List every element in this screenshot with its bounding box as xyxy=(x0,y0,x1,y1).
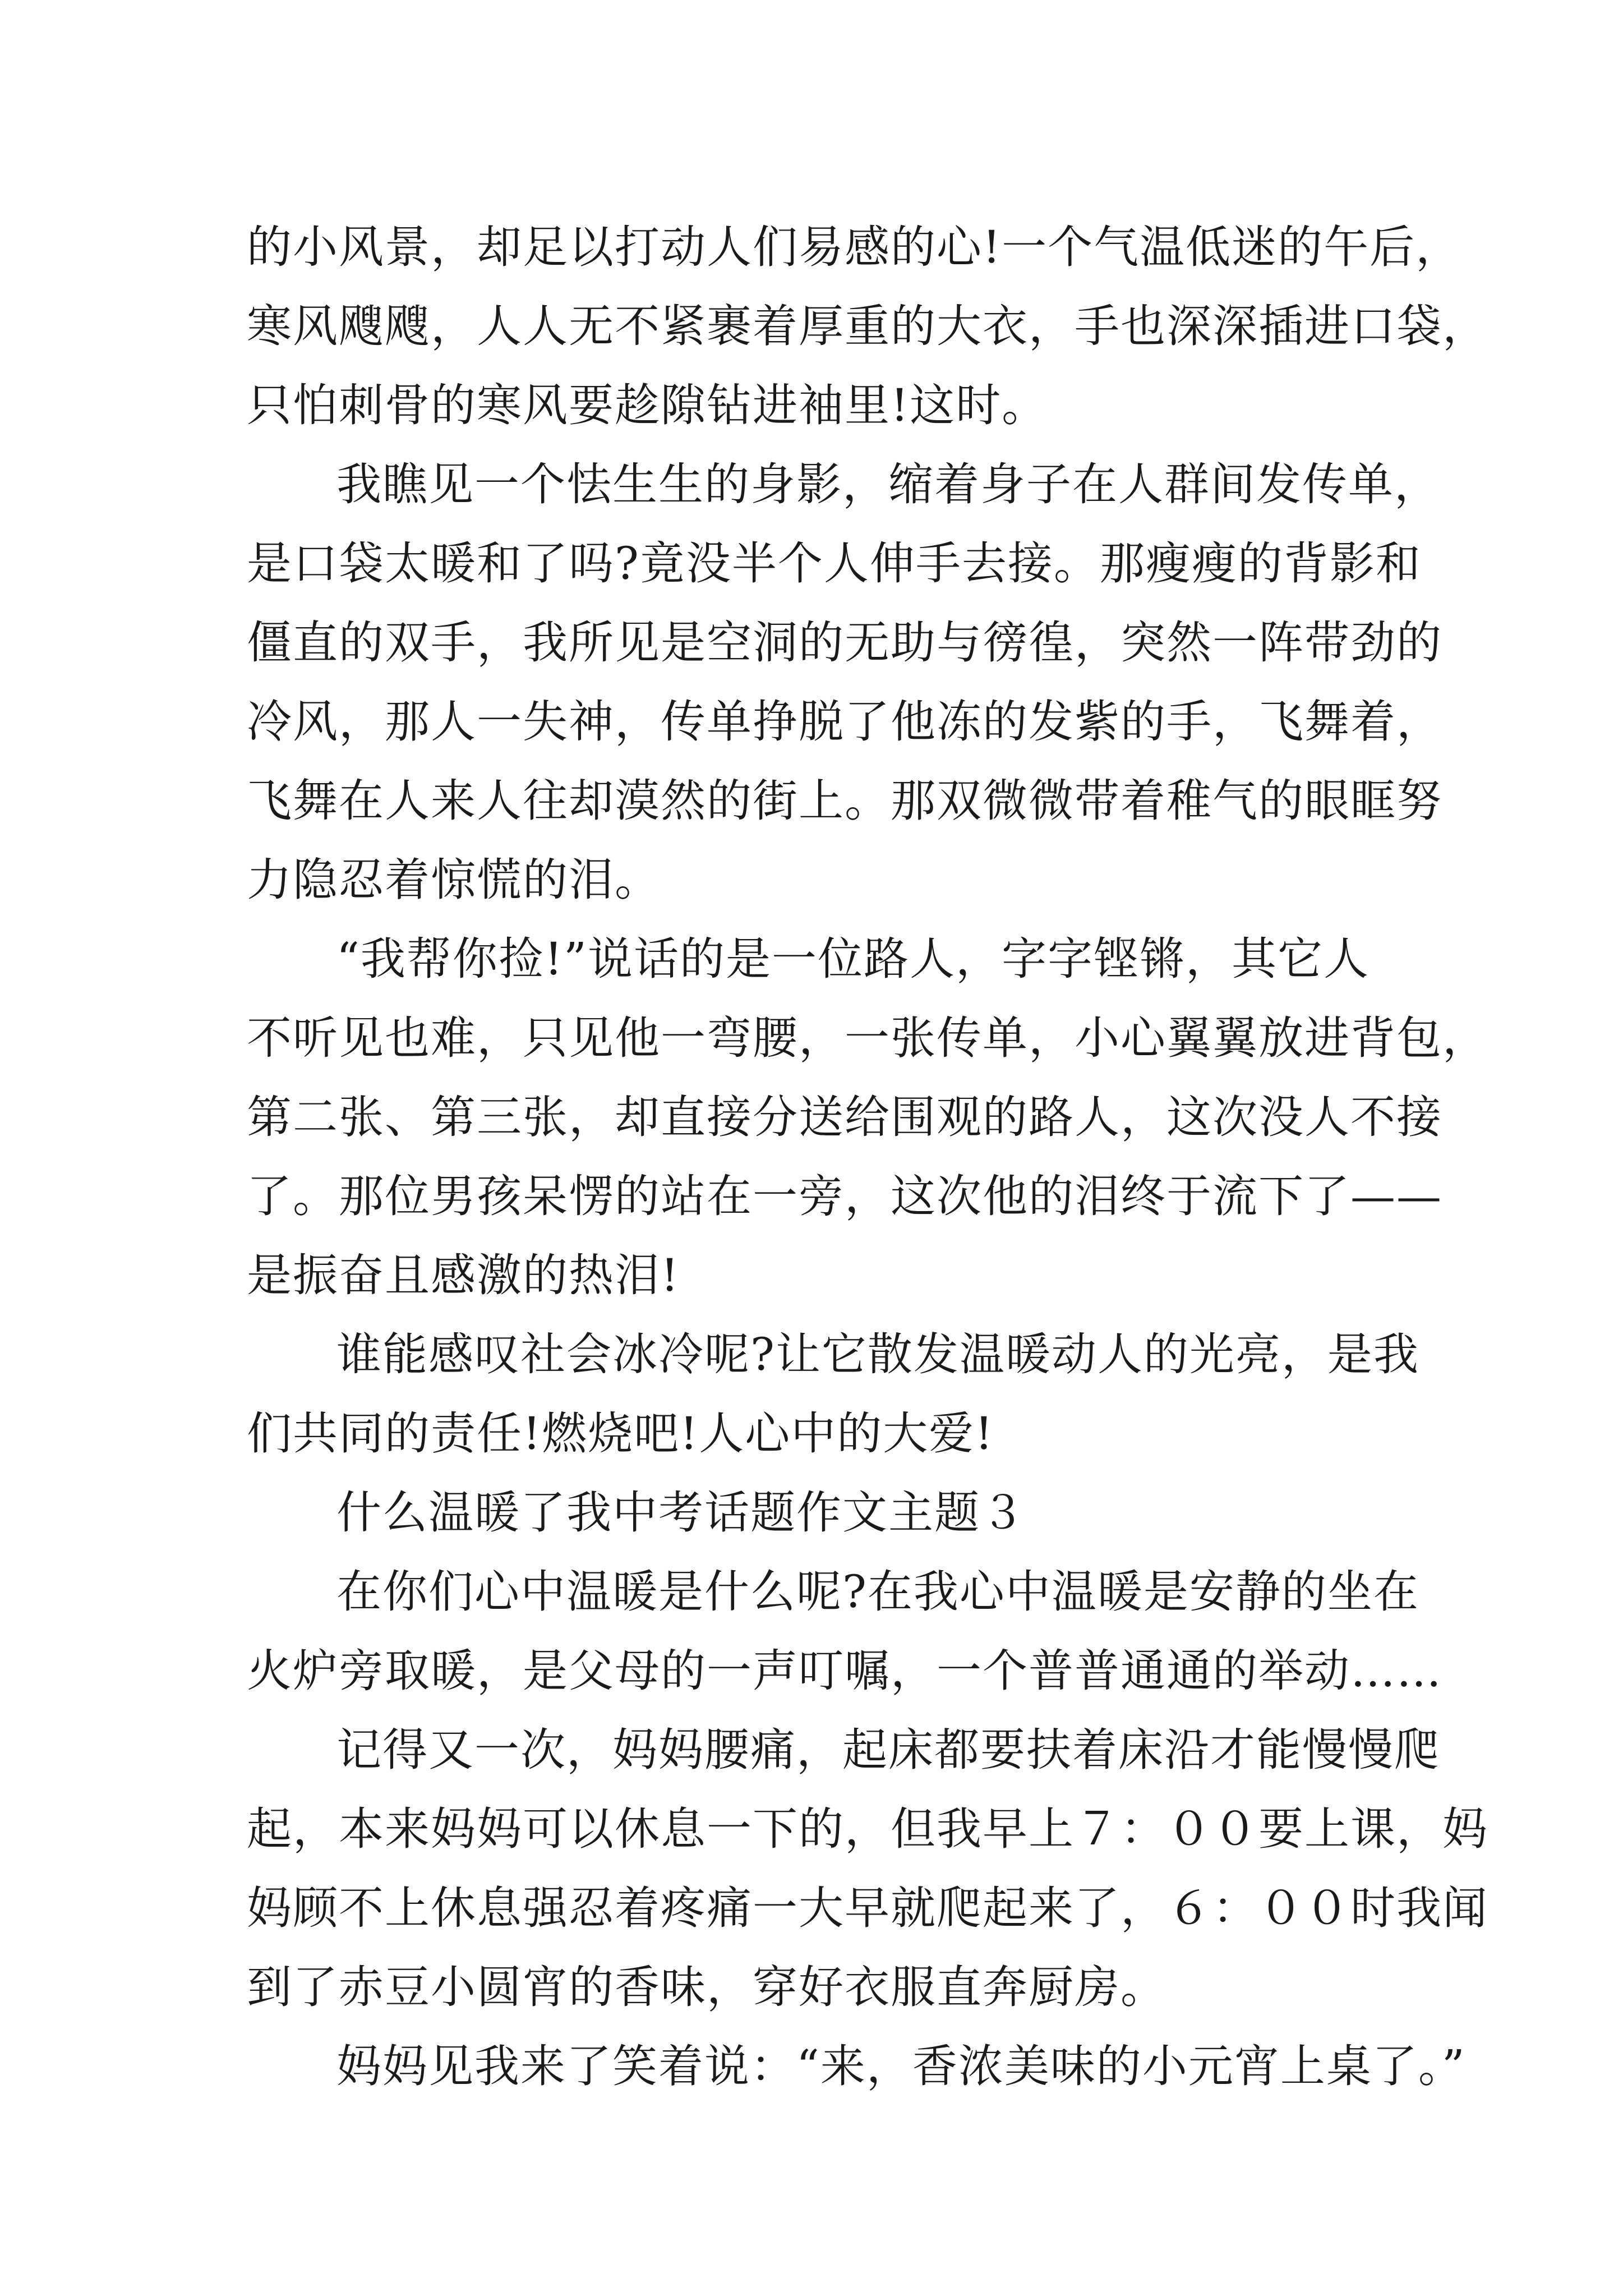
text-line-16: 们共同的责任!燃烧吧!人心中的大爱! xyxy=(247,1407,994,1460)
text-line-19: 火炉旁取暖，是父母的一声叮嘱，一个普普通通的举动…… xyxy=(247,1645,1442,1697)
text-line-20: 记得又一次，妈妈腰痛，起床都要扶着床沿才能慢慢爬 xyxy=(336,1724,1440,1776)
text-line-8: 飞舞在人来人往却漠然的街上。那双微微带着稚气的眼眶努 xyxy=(247,775,1442,827)
text-line-10: “我帮你捡!”说话的是一位路人，字字铿锵，其它人 xyxy=(336,933,1370,985)
text-line-11: 不听见也难，只见他一弯腰，一张传单，小心翼翼放进背包， xyxy=(247,1012,1488,1064)
text-line-3: 只怕刺骨的寒风要趁隙钻进袖里!这时。 xyxy=(247,379,1048,431)
text-line-13: 了。那位男孩呆愣的站在一旁，这次他的泪终于流下了—— xyxy=(247,1170,1442,1222)
text-line-1: 的小风景，却足以打动人们易感的心!一个气温低迷的午后， xyxy=(247,221,1462,273)
text-line-15: 谁能感叹社会冰冷呢?让它散发温暖动人的光亮，是我 xyxy=(336,1328,1419,1381)
text-line-21: 起，本来妈妈可以休息一下的，但我早上７：００要上课，妈 xyxy=(247,1803,1488,1855)
text-line-6: 僵直的双手，我所见是空洞的无助与徬徨，突然一阵带劲的 xyxy=(247,616,1442,669)
text-line-14: 是振奋且感激的热泪! xyxy=(247,1249,680,1301)
text-line-23: 到了赤豆小圆宵的香味，穿好衣服直奔厨房。 xyxy=(247,1961,1166,2013)
text-line-7: 冷风，那人一失神，传单挣脱了他冻的发紫的手，飞舞着， xyxy=(247,696,1442,748)
text-line-24: 妈妈见我来了笑着说：“来，香浓美味的小元宵上桌了。” xyxy=(336,2040,1466,2092)
text-line-9: 力隐忍着惊慌的泪。 xyxy=(247,854,661,906)
text-line-12: 第二张、第三张，却直接分送给围观的路人，这次没人不接 xyxy=(247,1091,1442,1143)
text-line-22: 妈顾不上休息强忍着疼痛一大早就爬起来了，６：００时我闻 xyxy=(247,1882,1488,1934)
text-line-18: 在你们心中温暖是什么呢?在我心中温暖是安静的坐在 xyxy=(336,1566,1419,1618)
text-line-2: 寒风飕飕，人人无不紧裹着厚重的大衣，手也深深插进口袋， xyxy=(247,300,1488,352)
essay-body xyxy=(247,208,1488,2106)
section-heading: 什么温暖了我中考话题作文主题３ xyxy=(336,1487,1026,1539)
text-line-5: 是口袋太暖和了吗?竟没半个人伸手去接。那瘦瘦的背影和 xyxy=(247,537,1422,590)
text-line-4: 我瞧见一个怯生生的身影，缩着身子在人群间发传单， xyxy=(336,458,1440,510)
